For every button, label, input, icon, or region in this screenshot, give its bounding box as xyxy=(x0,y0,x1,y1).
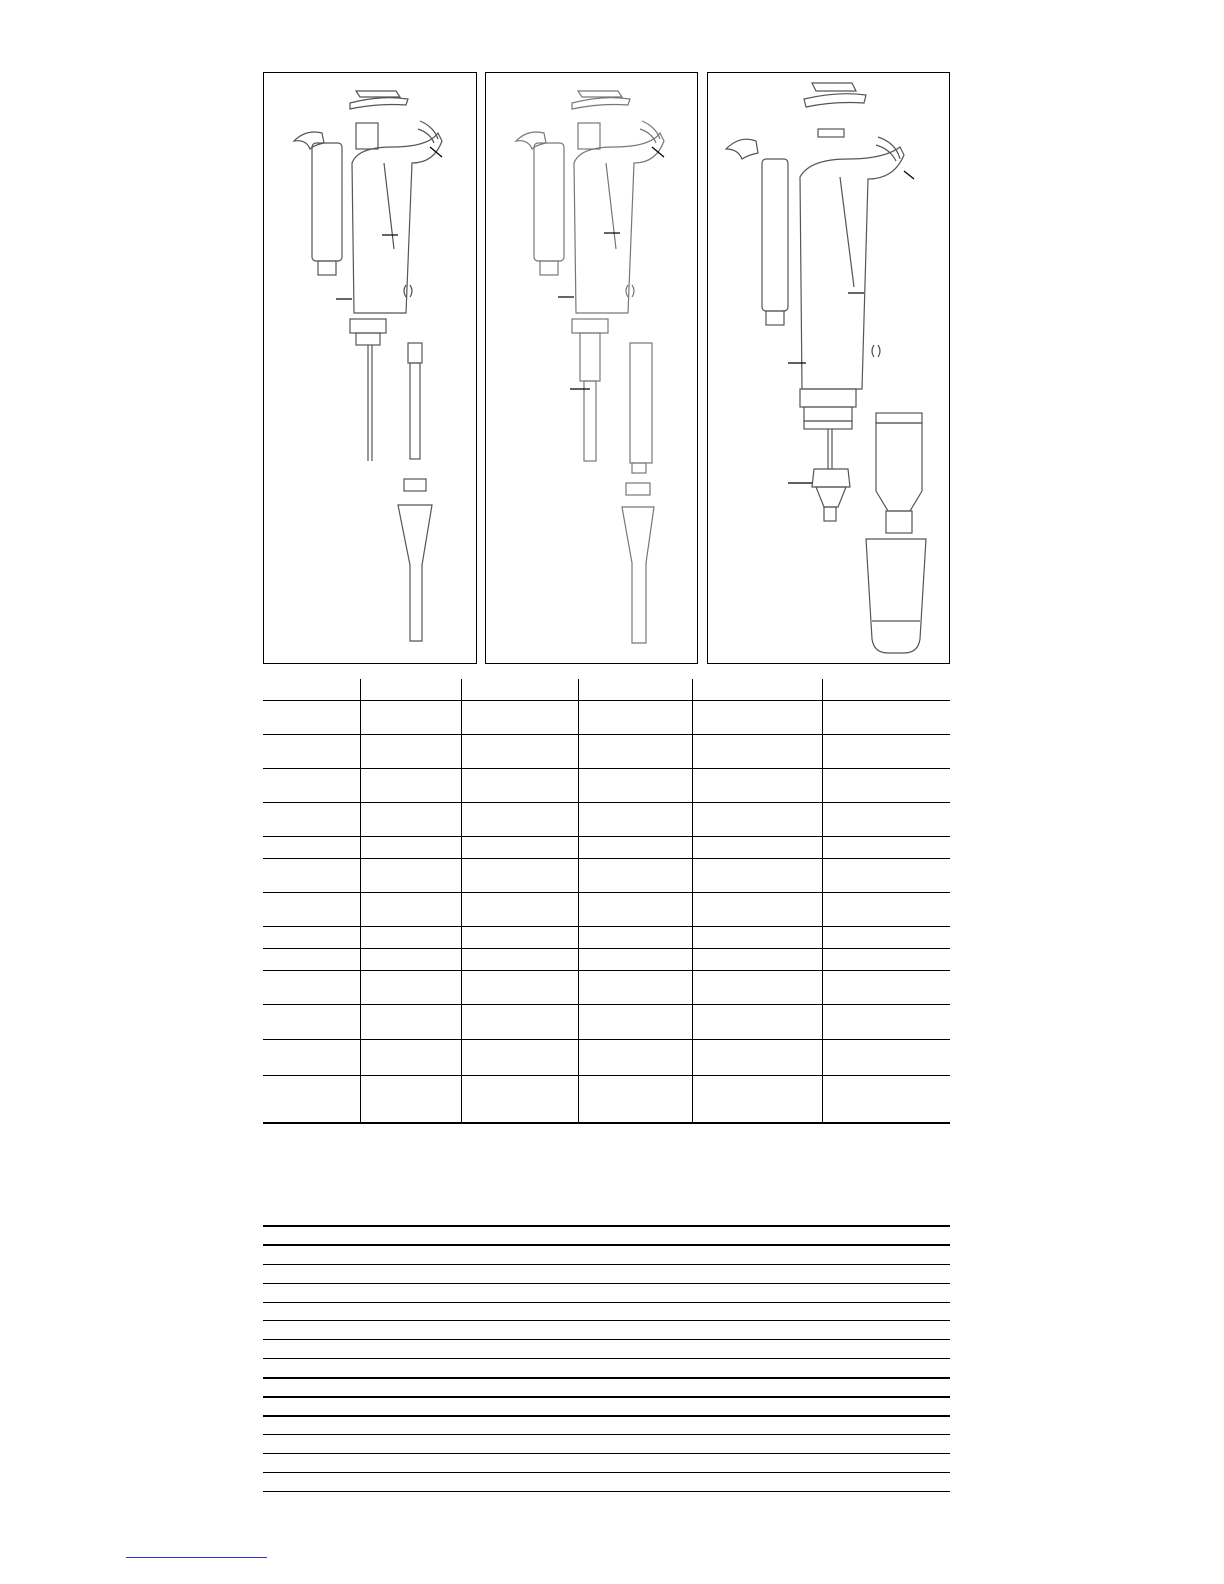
table-cell xyxy=(692,948,822,970)
table-cell xyxy=(360,858,461,892)
table-cell xyxy=(461,948,578,970)
table-cell xyxy=(360,1075,461,1123)
callout-lines-3 xyxy=(708,73,951,665)
table-cell xyxy=(692,1075,822,1123)
table-cell xyxy=(822,700,950,734)
list-rule xyxy=(263,1472,950,1473)
table-cell xyxy=(822,1004,950,1039)
table-cell xyxy=(263,1004,360,1039)
table-cell xyxy=(692,926,822,948)
table-cell xyxy=(692,1004,822,1039)
table-cell xyxy=(692,802,822,836)
table-cell xyxy=(263,970,360,1004)
table-cell xyxy=(360,948,461,970)
table-cell xyxy=(822,892,950,926)
figure-panel-1 xyxy=(263,72,477,664)
callout-lines-2 xyxy=(486,73,699,665)
table-cell xyxy=(692,970,822,1004)
list-rule xyxy=(263,1358,950,1359)
table-cell xyxy=(822,836,950,858)
table-cell xyxy=(578,892,692,926)
table-cell xyxy=(263,679,360,700)
table-row xyxy=(263,734,950,768)
table-cell xyxy=(578,970,692,1004)
table-cell xyxy=(578,1039,692,1075)
table-cell xyxy=(360,1039,461,1075)
table-cell xyxy=(263,1075,360,1123)
list-rule xyxy=(263,1434,950,1435)
table-cell xyxy=(360,926,461,948)
callout-lines-1 xyxy=(264,73,478,665)
table-row xyxy=(263,836,950,858)
table-cell xyxy=(360,802,461,836)
table-cell xyxy=(692,858,822,892)
table-cell xyxy=(461,836,578,858)
table-cell xyxy=(360,679,461,700)
table-cell xyxy=(822,948,950,970)
table-cell xyxy=(461,926,578,948)
table-cell xyxy=(263,926,360,948)
table-cell xyxy=(578,858,692,892)
list-rule xyxy=(263,1491,950,1492)
table-cell xyxy=(263,802,360,836)
table-cell xyxy=(360,734,461,768)
list-rule xyxy=(263,1320,950,1321)
table-cell xyxy=(461,858,578,892)
table-cell xyxy=(461,970,578,1004)
table-cell xyxy=(360,700,461,734)
table-row xyxy=(263,926,950,948)
table-cell xyxy=(822,1075,950,1123)
table-row xyxy=(263,1075,950,1123)
table-row xyxy=(263,802,950,836)
table-cell xyxy=(822,679,950,700)
table-cell xyxy=(578,1075,692,1123)
list-rule xyxy=(263,1302,950,1303)
parts-table xyxy=(263,679,950,1124)
table-cell xyxy=(360,892,461,926)
list-rule xyxy=(263,1377,950,1379)
list-rule xyxy=(263,1396,950,1398)
table-cell xyxy=(578,836,692,858)
table-cell xyxy=(692,1039,822,1075)
table-row xyxy=(263,679,950,700)
table-cell xyxy=(822,926,950,948)
table-cell xyxy=(578,679,692,700)
list-rule xyxy=(263,1415,950,1417)
table-cell xyxy=(263,836,360,858)
table-cell xyxy=(822,802,950,836)
table-cell xyxy=(263,892,360,926)
table-cell xyxy=(692,734,822,768)
table-cell xyxy=(822,768,950,802)
table-cell xyxy=(578,948,692,970)
table-cell xyxy=(461,768,578,802)
table-cell xyxy=(578,700,692,734)
table-cell xyxy=(461,892,578,926)
table-cell xyxy=(360,768,461,802)
table-cell xyxy=(578,1004,692,1039)
table-cell xyxy=(461,700,578,734)
table-row xyxy=(263,948,950,970)
table-row xyxy=(263,1004,950,1039)
list-rule xyxy=(263,1244,950,1246)
table-cell xyxy=(692,679,822,700)
table-cell xyxy=(578,802,692,836)
table-cell xyxy=(461,802,578,836)
list-rule xyxy=(263,1283,950,1284)
table-cell xyxy=(461,1075,578,1123)
table-cell xyxy=(263,768,360,802)
figure-panel-3 xyxy=(707,72,950,664)
table-cell xyxy=(578,734,692,768)
table-cell xyxy=(461,679,578,700)
table-cell xyxy=(578,768,692,802)
table-cell xyxy=(692,892,822,926)
table-row xyxy=(263,768,950,802)
table-cell xyxy=(822,1039,950,1075)
table-row xyxy=(263,1039,950,1075)
table-cell xyxy=(263,948,360,970)
table-cell xyxy=(461,734,578,768)
table-cell xyxy=(578,926,692,948)
table-cell xyxy=(461,1039,578,1075)
table-cell xyxy=(360,970,461,1004)
table-cell xyxy=(360,836,461,858)
table-cell xyxy=(822,734,950,768)
table-row xyxy=(263,858,950,892)
table-cell xyxy=(263,734,360,768)
table-row xyxy=(263,892,950,926)
table-cell xyxy=(692,768,822,802)
table-cell xyxy=(263,1039,360,1075)
list-rule xyxy=(263,1453,950,1454)
table-cell xyxy=(263,858,360,892)
list-rule xyxy=(263,1225,950,1227)
table-cell xyxy=(822,970,950,1004)
table-cell xyxy=(692,836,822,858)
list-rule xyxy=(263,1264,950,1265)
table-cell xyxy=(822,858,950,892)
list-rule xyxy=(263,1339,950,1340)
table-cell xyxy=(692,700,822,734)
table-cell xyxy=(263,700,360,734)
table-cell xyxy=(360,1004,461,1039)
table-row xyxy=(263,970,950,1004)
table-row xyxy=(263,700,950,734)
figure-panel-2 xyxy=(485,72,698,664)
table-cell xyxy=(461,1004,578,1039)
footnote-rule xyxy=(126,1557,267,1558)
